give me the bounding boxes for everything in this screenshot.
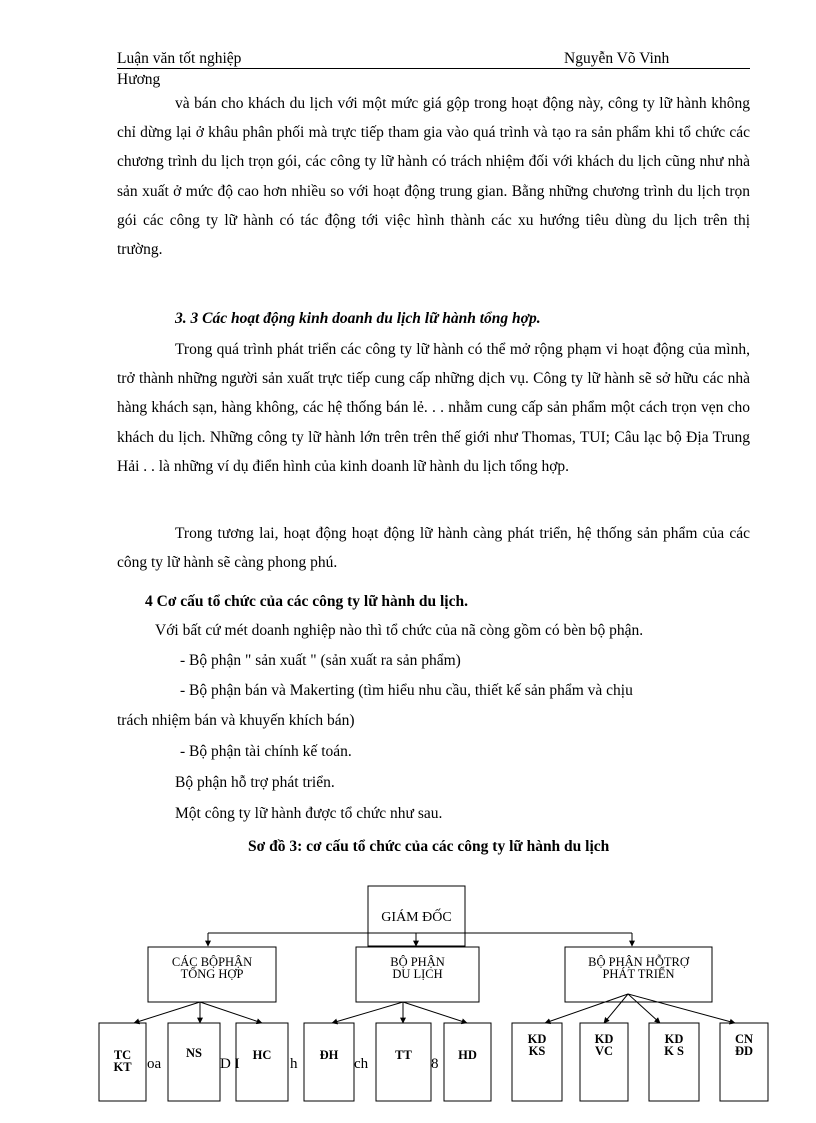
org-leaf-tckt [99,1023,146,1101]
svg-text:CN: CN [734,1032,754,1046]
svg-text:TT: TT [395,1048,412,1062]
footer-fragment-5: 8 [431,1056,439,1072]
org-node-tourism-dept [356,947,479,1002]
svg-text:K S: K S [664,1044,684,1058]
group-2-label-line1: BỘ PHẬN [390,955,445,969]
svg-text:ĐD: ĐD [734,1044,754,1058]
section-heading-3-3: 3. 3 Các hoạt động kinh doanh du lịch lữ hành tổng hợp. [175,310,541,327]
org-leaf-tt [376,1023,431,1101]
section-heading-4: 4 Cơ cấu tổ chức của các công ty lữ hành du lịch. [145,593,468,610]
group-3-label-line1: BỘ PHẬN HỖTRỢ [588,955,689,969]
svg-text:KD: KD [594,1032,614,1046]
header-author-name: Nguyễn Võ Vinh [564,50,670,67]
org-leaf-dh [304,1023,354,1101]
svg-text:NS: NS [186,1046,202,1060]
text-line-support-dept: Bộ phận hỗ trợ phát triển. [175,774,335,791]
group-1-label-line2: TỔNG HỢP [180,967,244,981]
svg-text:HD: HD [458,1048,477,1062]
paragraph-integrated-business: Trong quá trình phát triển các công ty lữ hành có thể mở rộng phạm vi hoạt động của mình, trở thành những người sản xuất trực tiếp cung cấp những dịch vụ. Công ty lữ hành sẽ sở hữu các nhà hàng khách sạn, hàng không, các hệ thống bán lẻ. . . nhằm cung cấp sản phẩm một cách trọn vẹn cho khách du lịch. Những công ty lữ hành lớn trên trên thế giới như Thomas, TUI; Câu lạc bộ Địa Trung Hải . . là những ví dụ điển hình của kinh doanh lữ hành du lịch tổng hợp. [117,341,750,475]
org-leaf-kdks [512,1023,562,1101]
org-node-development-support-dept [565,947,712,1002]
text-line-marketing-dept: - Bộ phận bán và Makerting (tìm hiểu nhu cầu, thiết kế sản phẩm và chịu [180,682,633,699]
org-node-director-label: GIÁM ĐỐC [381,910,452,925]
text-line-marketing-dept-cont: trách nhiệm bán và khuyến khích bán) [117,712,355,729]
group-3-label-line2: PHÁT TRIỂN [602,967,675,981]
paragraph-package-tours: và bán cho khách du lịch với một mức giá gộp trong hoạt động này, công ty lữ hành không chỉ dừng lại ở khâu phân phối mà trực tiếp tham gia vào quá trình và tạo ra sản phẩm khi tổ chức các chương trình du lịch trọn gói, các công ty lữ hành có trách nhiệm đối với khách du lịch cũng như nhà sản xuất ở mức độ cao hơn nhiều so với hoạt động trung gian. Bằng những chương trình du lịch trọn gói các công ty lữ hành có tác động tới việc hình thành các xu hướng tiêu dùng du lịch trên thị trường. [117,95,750,259]
org-leaf-kd-k-s [649,1023,699,1101]
svg-text:KT: KT [113,1060,132,1074]
footer-fragment-1: oa [147,1056,162,1072]
text-line-departments-intro: Với bất cứ mét doanh nghiệp nào thì tổ chức của nã còng gồm có bèn bộ phận. [155,622,644,639]
org-chart-diagram [0,860,816,1123]
group-2-label-line2: DU LỊCH [392,967,443,981]
footer-fragment-3: h [290,1056,298,1072]
paragraph-future: Trong tương lai, hoạt động hoạt động lữ hành càng phát triển, hệ thống sản phẩm của các công ty lữ hành sẽ càng phong phú. [117,525,750,572]
org-leaf-hd [444,1023,491,1101]
group-1-label-line1: CÁC BỘPHẬN [171,955,253,969]
org-node-general-depts [148,947,276,1002]
svg-text:TC: TC [113,1048,132,1062]
text-line-finance-dept: - Bộ phận tài chính kế toán. [180,743,352,760]
footer-fragment-4: ch [354,1056,369,1072]
svg-text:KS: KS [528,1044,546,1058]
header-thesis-title: Luận văn tốt nghiệp [117,50,242,67]
footer-fragment-2: D I [220,1056,240,1072]
org-leaf-hc [236,1023,288,1101]
svg-text:VC: VC [594,1044,614,1058]
org-leaf-ns [168,1023,220,1101]
svg-text:KD: KD [527,1032,547,1046]
text-line-production-dept: - Bộ phận " sản xuất " (sản xuất ra sản phẩm) [180,652,461,669]
svg-text:KD: KD [664,1032,684,1046]
svg-text:HC: HC [252,1048,272,1062]
page-header [117,50,750,69]
svg-text:ĐH: ĐH [319,1048,339,1062]
header-author-continuation: Hương [117,71,161,88]
diagram-caption: Sơ đồ 3: cơ cấu tổ chức của các công ty lữ hành du lịch [248,838,610,855]
org-leaf-kdvc [580,1023,628,1101]
org-leaf-cndd [720,1023,768,1101]
text-line-organization-intro: Một công ty lữ hành được tổ chức như sau. [175,805,443,822]
